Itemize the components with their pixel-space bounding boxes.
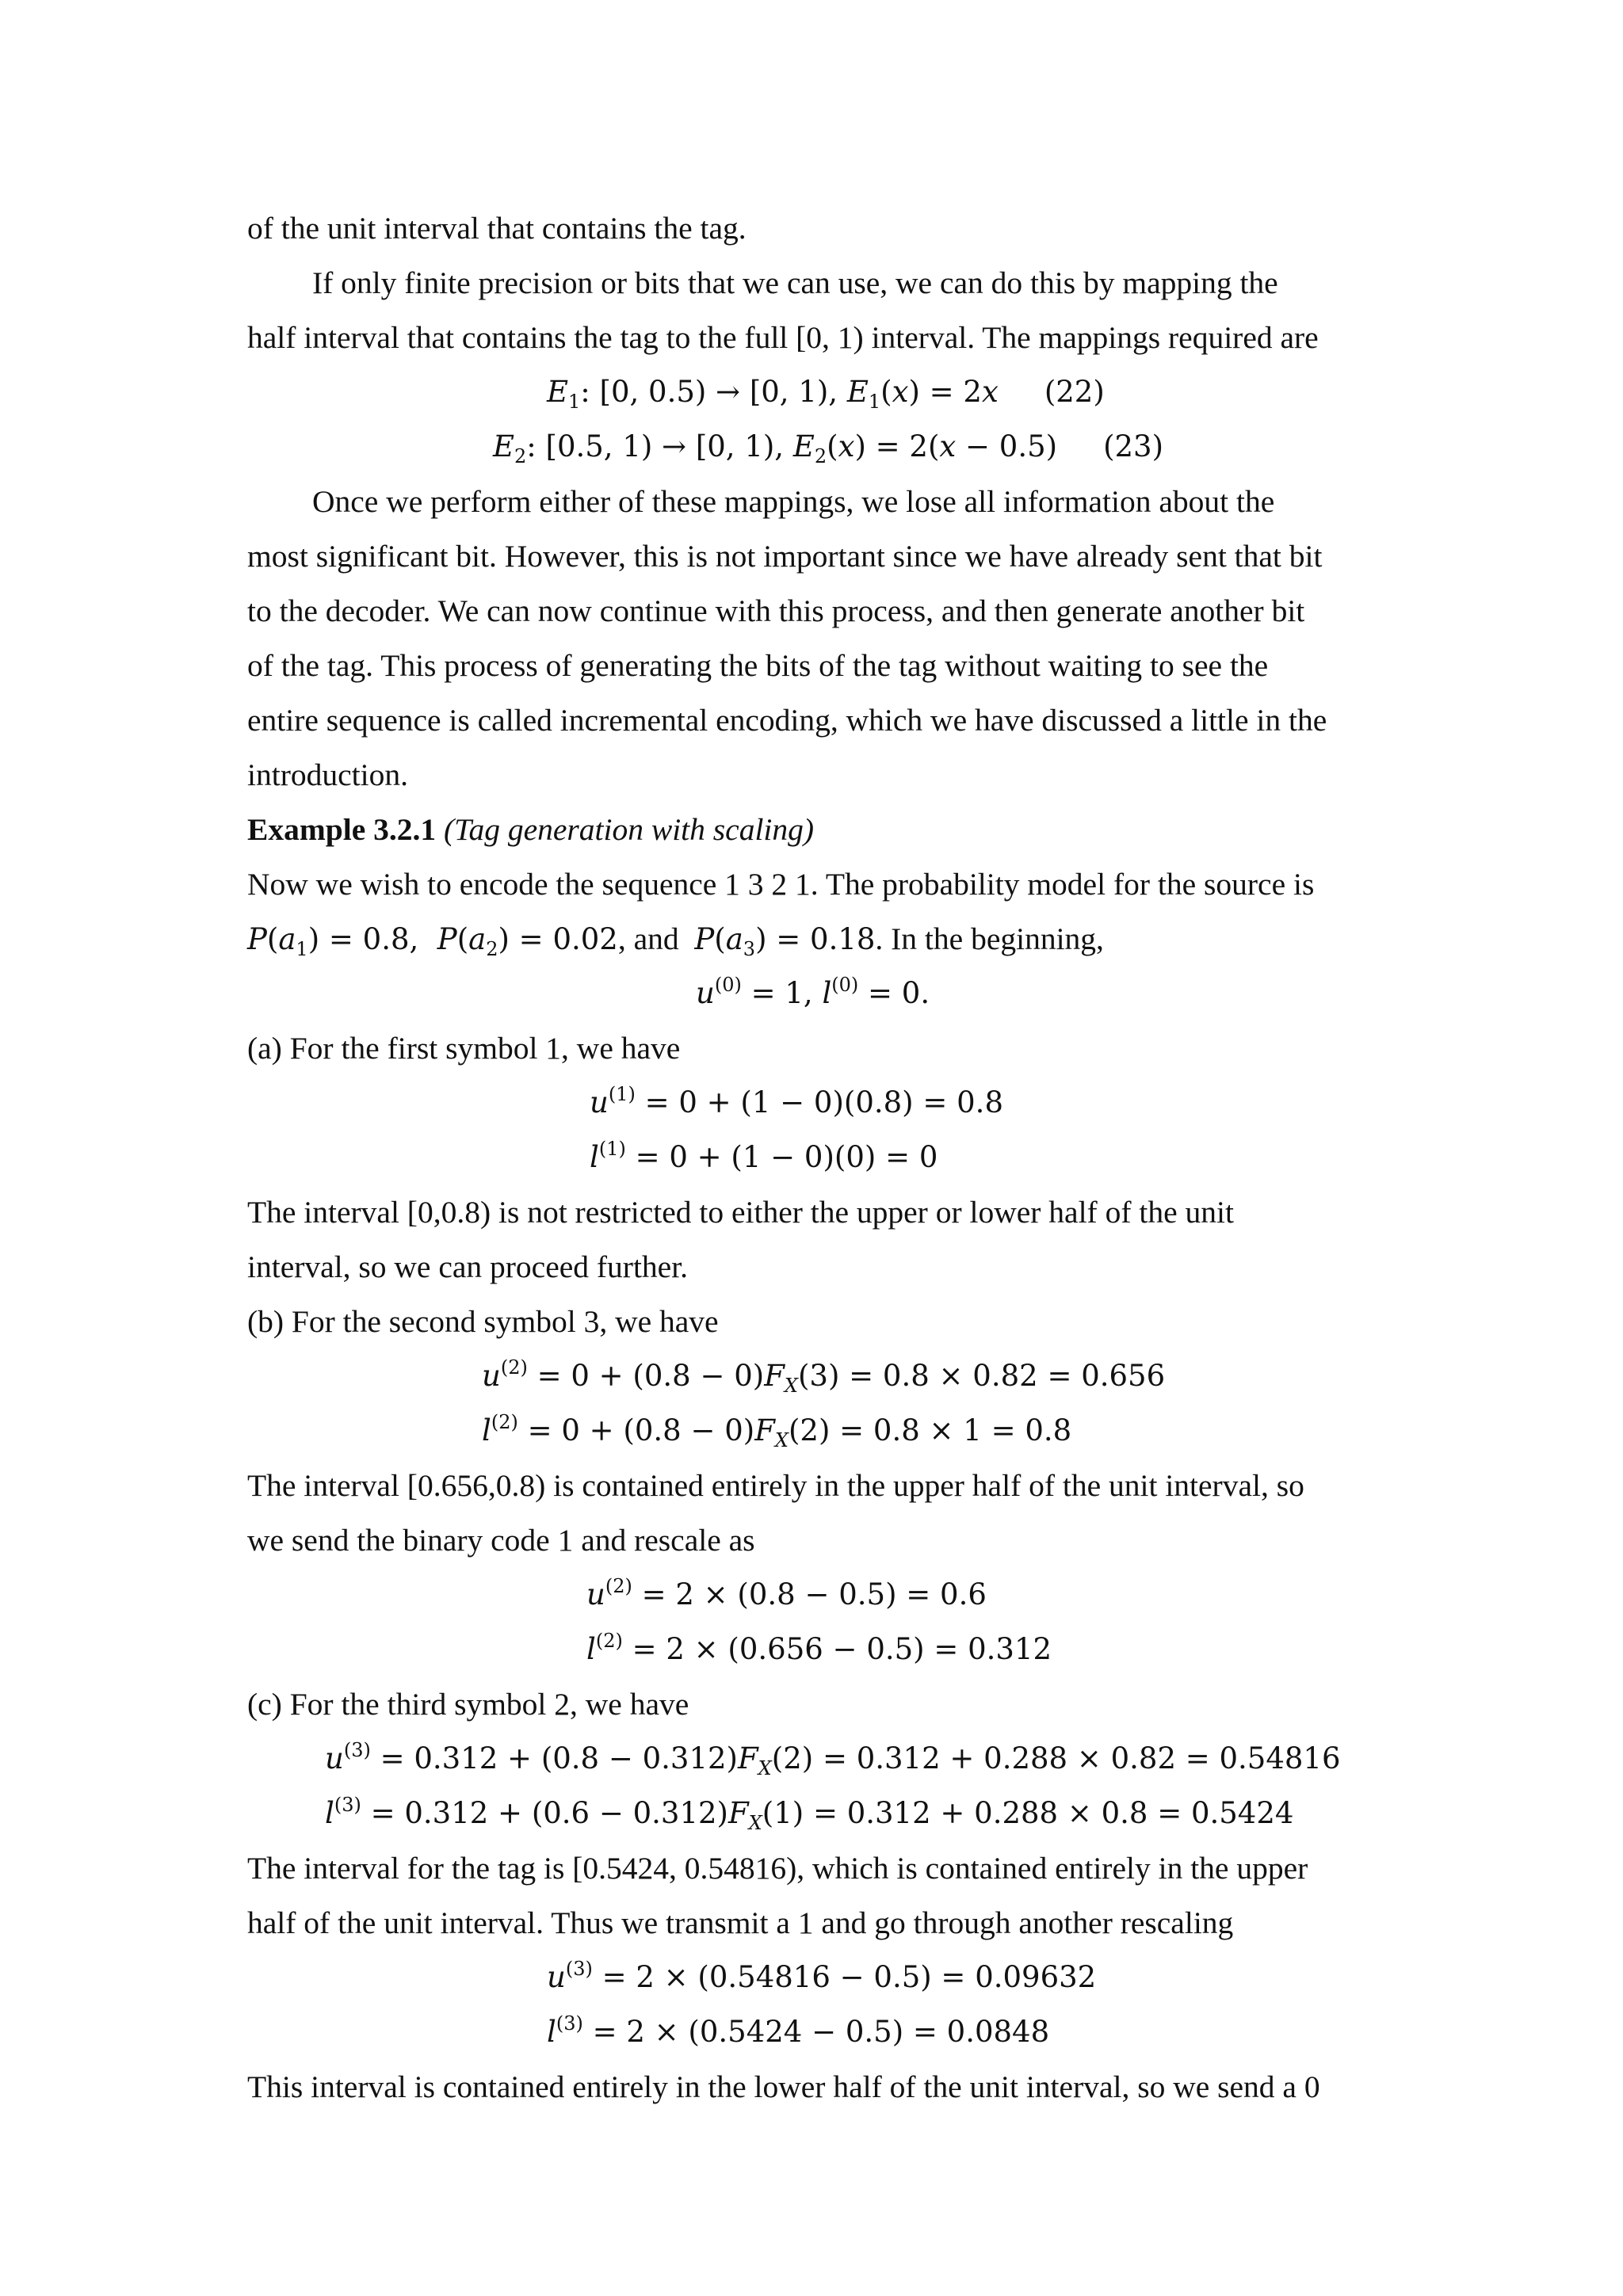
paragraph-line: of the tag. This process of generating the bits of the tag without waiting to see the (247, 648, 1269, 683)
equation-b-lower: $l^{(2)} = 0 + (0.8 - 0)F_X(2) = 0.8 \times 1 = 0.8$ (482, 1411, 1072, 1451)
paragraph-line: entire sequence is called incremental encoding, which we have discussed a little in the (247, 703, 1327, 738)
paragraph-line: (c) For the third symbol 2, we have (247, 1687, 689, 1722)
paragraph-line: The interval [0,0.8) is not restricted to either the upper or lower half of the unit (247, 1195, 1234, 1230)
paragraph-line: of the unit interval that contains the tag. (247, 211, 747, 246)
paragraph-line: This interval is contained entirely in the lower half of the unit interval, so we send a 0 (247, 2069, 1320, 2104)
equation-22: $E_1$: [0, 0.5) → [0, 1), $E_1(x) = 2x$ (22) (547, 372, 1105, 413)
equation-number: (23) (1103, 429, 1164, 463)
equation-b-rescaled-lower: $l^{(2)} = 2 \times (0.656 - 0.5) = 0.312$ (586, 1630, 1052, 1666)
paragraph-line: interval, so we can proceed further. (247, 1249, 689, 1284)
paragraph-line: The interval for the tag is [0.5424, 0.54816), which is contained entirely in the upper (247, 1851, 1308, 1886)
equation-c-rescaled-upper: $u^{(3)} = 2 \times (0.54816 - 0.5) = 0.09632$ (547, 1958, 1097, 1994)
paragraph-line: half of the unit interval. Thus we transmit a 1 and go through another rescaling (247, 1905, 1234, 1940)
equation-b-upper: $u^{(2)} = 0 + (0.8 - 0)F_X(3) = 0.8 \times 0.82 = 0.656$ (482, 1356, 1166, 1397)
paragraph-line: (b) For the second symbol 3, we have (247, 1304, 719, 1339)
paragraph-line: Once we perform either of these mappings, we lose all information about the (312, 484, 1275, 519)
equation-initial: $u^{(0)} = 1$, $l^{(0)} = 0$. (696, 974, 930, 1010)
equation-c-upper: $u^{(3)} = 0.312 + (0.8 - 0.312)F_X(2) = 0.312 + 0.288 \times 0.82 = 0.54816$ (325, 1739, 1341, 1779)
equation-number: (22) (1044, 375, 1105, 409)
example-heading: Example 3.2.1 (Tag generation with scaling) (247, 812, 815, 847)
equation-c-rescaled-lower: $l^{(3)} = 2 \times (0.5424 - 0.5) = 0.0848$ (547, 2012, 1050, 2049)
paragraph-line: most significant bit. However, this is not important since we have already sent that bit (247, 539, 1323, 574)
equation-23: $E_2$: [0.5, 1) → [0, 1), $E_2(x) = 2(x - 0.5)$ (23) (493, 426, 1163, 467)
paragraph-line: to the decoder. We can now continue with this process, and then generate another bit (247, 593, 1305, 628)
paragraph-line: introduction. (247, 757, 408, 792)
paragraph-line: The interval [0.656,0.8) is contained entirely in the upper half of the unit interval, so (247, 1468, 1304, 1503)
probability-model-line: $P(a_1) = 0.8$, $P(a_2) = 0.02$, and $P(a_3) = 0.18$. In the beginning, (247, 921, 1104, 960)
paragraph-line: we send the binary code 1 and rescale as (247, 1523, 755, 1558)
paragraph-line: Now we wish to encode the sequence 1 3 2 1. The probability model for the source is (247, 867, 1315, 902)
paragraph-line: If only finite precision or bits that we can use, we can do this by mapping the (312, 265, 1278, 300)
equation-c-lower: $l^{(3)} = 0.312 + (0.6 - 0.312)F_X(1) = 0.312 + 0.288 \times 0.8 = 0.5424$ (325, 1794, 1294, 1834)
equation-b-rescaled-upper: $u^{(2)} = 2 \times (0.8 - 0.5) = 0.6$ (586, 1575, 987, 1611)
paragraph-line: half interval that contains the tag to the full [0, 1) interval. The mappings required are (247, 320, 1319, 355)
paragraph-line: (a) For the first symbol 1, we have (247, 1031, 681, 1066)
equation-a-lower: $l^{(1)} = 0 + (1 - 0)(0) = 0$ (590, 1138, 938, 1174)
equation-a-upper: $u^{(1)} = 0 + (1 - 0)(0.8) = 0.8$ (590, 1083, 1003, 1119)
